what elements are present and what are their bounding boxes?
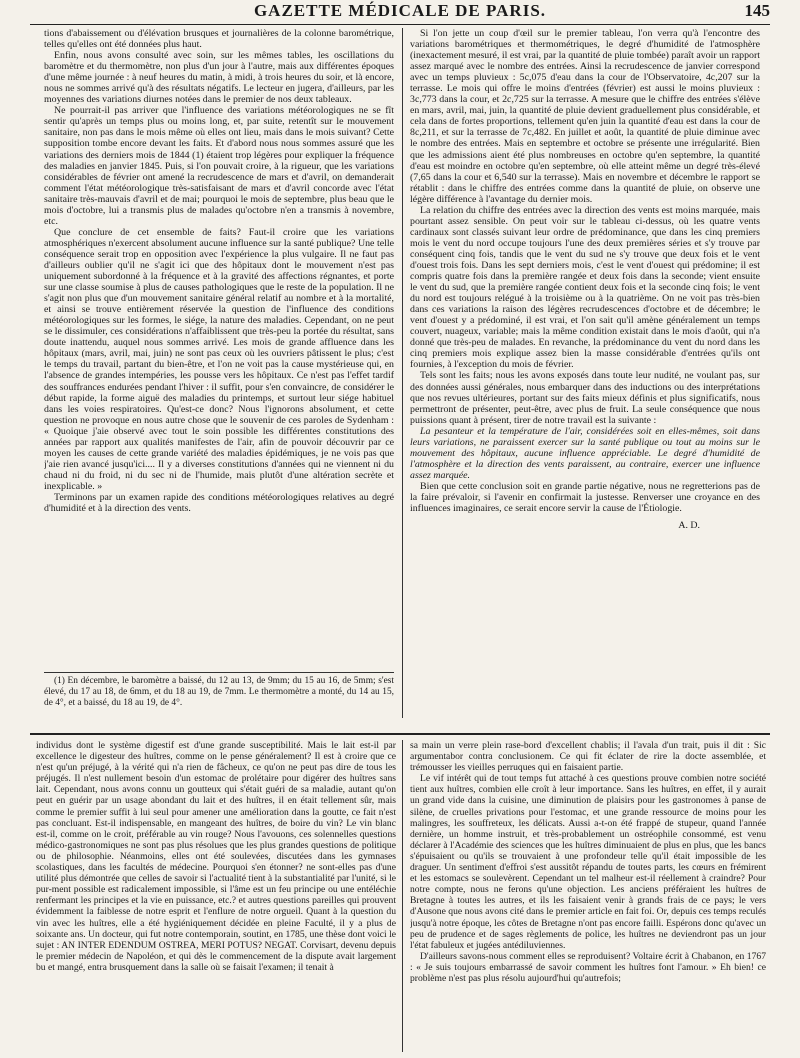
footnote [44,676,394,736]
paragraph: Terminons par un examen rapide des conditions météorologiques relatives au degré d'humidité et à la direction des vents. [44,491,394,515]
feuilleton-column-right [410,740,766,1054]
footnote-text: (1) En décembre, le baromètre a baissé, du 12 au 13, de 9mm; du 15 au 16, de 5mm; s'est élevé, du 17 au 18, de 6mm, et du 18 au 19, de 7mm. Le thermomètre a monté, du 14 au 15, de 4°, et a baissé, du 18 au 19, de 4°. [44,676,394,708]
page-number: 145 [744,1,770,20]
column-divider-upper [402,28,403,718]
article-column-upper-left [44,28,394,668]
paragraph: individus dont le système digestif est d'une grande susceptibilité. Mais le lait est-il par excellence le digesteur des huîtres, comme on le pense généralement? Il est à croire que ce n'est qu'un préjugé, à la vérité qui n'a rien de fâcheux, ce qu'on ne peut pas dire de tous les préjugés. Il n'est nullement besoin d'un estomac de prolétaire pour digérer des huîtres sans lait. Cependant, nous avons connu un goutteux qui s'était guéri de sa maladie, autant qu'on peut en guérir par un usage abondant du lait et des huîtres, il en était tellement sûr, mais comme le premier suffit à lui seul pour amener une amélioration dans la goutte, ce fait n'est pas concluant. Est-il indispensable, en mangeant des huîtres, de boire du vin? Le vin blanc est-il, comme on le croit, préférable au vin rouge? Nous l'avouons, ces solennelles questions médico-gastronomiques ne sont pas plus résolues que les plus grandes questions de politique ou de philosophie. Néanmoins, elles ont été soulevées, discutées dans les gymnases scolastiques, dans les facultés de médecine. Pourquoi s'en étonner? ne sont-elles pas d'une utilité plus démontrée que celles de savoir si l'actualité tient à la substantialité par l'unité, si le pur-ment possible est radicalement impossible, si l'âme est un feu principe ou une entéléchie renfermant les principes et la vie en puissance, etc.? et autres questions pareilles qui prouvent évidemment la faiblesse de notre esprit et l'enflure de notre orgueil. Quant à la question du vin avec les huîtres, elle a été hygiéniquement décidée en pleine Faculté, il y a plus de soixante ans. Un docteur, qui fut notre contemporain, soutint, en 1785, une thèse dont voici le sujet : AN INTER EDENDUM OSTREA, MERI POTUS? NEGAT. Corvisart, devenu depuis le premier médecin de Napoléon, et qui dès le commencement de la dispute avait largement bu et mangé, entra brusquement dans la salle où se faisait l'examen; il tenait à [36,740,396,973]
paragraph: Ne pourrait-il pas arriver que l'influence des variations météorologiques ne se fît sentir qu'après un temps plus ou moins long, et, par suite, retentît sur le mouvement sanitaire, non pas dans le mois même où elles ont lieu, mais dans le mois suivant? Cette supposition tombe encore devant les faits. Et d'abord nous nous sommes assuré que les variations des derniers mois de 1844 (1) étaient trop légères pour expliquer la fréquence des maladies en janvier 1845. Puis, si l'on pouvait croire, à la rigueur, que les variations considérables de février ont amené la recrudescence de mars et d'avril, on demanderait comment l'état météorologique très-satisfaisant de mars et d'avril concorde avec l'état sanitaire très-mauvais d'avril et de mai; pourquoi le mois de septembre, plus beau que le mois d'octobre, lui a transmis plus de malades qu'octobre n'en a transmis à novembre, etc. [44,105,394,227]
paragraph: Bien que cette conclusion soit en grande partie négative, nous ne regretterions pas de la faire prévaloir, si l'avenir en confirmait la justesse. Renverser une croyance en des influences imaginaires, ce serait encore servir la cause de l'Étiologie. [410,480,760,515]
footnote-divider [44,672,394,673]
paragraph: Enfin, nous avons consulté avec soin, sur les mêmes tables, les oscillations du baromètre et du thermomètre, non plus d'un jour à l'autre, mais aux différentes époques d'une même journée : à neuf heures du matin, à midi, à trois heures du soir, et là encore, nous ne sommes arrivé qu'à des résultats négatifs. Le lecteur en jugera, d'ailleurs, par les moyennes des variations diurnes notées dans le premier de nos deux tableaux. [44,50,394,106]
paragraph: tions d'abaissement ou d'élévation brusques et journalières de la colonne barométrique, telles qu'elles ont été données plus haut. [44,28,394,51]
paragraph: Que conclure de cet ensemble de faits? Faut-il croire que les variations atmosphériques n'exercent absolument aucune influence sur la santé publique? Une telle conséquence serait trop en opposition avec l'expérience la plus vulgaire. Il ne faut pas d'ailleurs oublier qu'il ne s'agit ici que des hôpitaux dont le mouvement n'est pas uniquement subordonné à la fréquence et à la gravité des affections régnantes, et porte sur une classe soumise à plus de causes pathologiques que le reste de la population. Il ne s'agit non plus que d'un mouvement sanitaire général relatif au nombre et à la mortalité, et ainsi se trouve entièrement réservée la question de l'influence des conditions météorologiques sur les formes, le siége, la nature des maladies. Cependant, on ne peut se le dissimuler, ces considérations n'affaiblissent que très-peu la portée du résultat, sans doute inattendu, auquel nous sommes arrivé. Les mois de grande affluence dans les hôpitaux (mars, avril, mai, juin) ne sont pas ceux où les ouvriers pâtissent le plus; c'est le temps du travail, partant du bien-être, et l'on ne voit pas la cause mystérieuse qui, en l'absence de grandes intempéries, les pousse vers les hôpitaux. Ce n'est pas l'effet tardif des souffrances endurées pendant l'hiver : il suffit, pour s'en convaincre, de considérer le début rapide, la forme aiguë des maladies du printemps, et surtout leur siége habituel dans les voies respiratoires. Qu'est-ce donc? Nous l'ignorons absolument, et cette question ne provoque en nous autre chose que le souvenir de ces paroles de Sydenham : « Quoique j'aie observé avec tout le soin possible les différentes constitutions des années par rapport aux qualités manifestes de l'air, afin de pouvoir découvrir par ce moyen les causes de cette grande variété des maladies épidémiques, je ne vois pas que j'aie rien avancé jusqu'ici.... Il y a diverses constitutions d'années qui ne viennent ni du chaud ni du froid, ni du sec ni de l'humide, mais plutôt d'une altération secrète et inexplicable. » [44,226,394,492]
paragraph: sa main un verre plein rase-bord d'excellent chablis; il l'avala d'un trait, puis il dit : Sic argumentabor contra conclusionem. Ce qui fit éclater de rire la docte assemblée, et trémousser les vieilles perruques qui en faisaient partie. [410,740,766,774]
paragraph: Si l'on jette un coup d'œil sur le premier tableau, l'on verra qu'à l'encontre des variations barométriques et thermométriques, le degré d'humidité de l'atmosphère (inexactement mesuré, il est vrai, par la quantité de pluie tombée) paraît avoir un rapport assez marqué avec le nombre des entrées. Ainsi la recrudescence de janvier correspond avec un temps pluvieux : 5c,075 d'eau dans la cour de l'Observatoire, 4c,207 sur la terrasse. Le mois qui offre le moins d'entrées (février) est aussi le moins pluvieux : 3c,773 dans la cour, et 2c,725 sur la terrasse. A mesure que le chiffre des entrées s'élève en mars, avril, mai, juin, la quantité de pluie devient graduellement plus considérable, et cela dans de fortes proportions, tellement qu'en juin la quantité d'eau est dans la cour de 8c,211, et sur la terrasse de 7c,482. En juillet et août, la quantité de pluie diminue avec le nombre des entrées. Mais en septembre et octobre se présente une irrégularité. Bien que les admissions aient été plus nombreuses en octobre qu'en septembre, la quantité d'eau est moindre en octobre qu'en septembre, où elle atteint même un degré très-élevé (7,65 dans la cour et 6,540 sur la terrasse). Mais en novembre et décembre le rapport se rétablit : dans le chiffre des entrées comme dans la quantité de pluie, on observe une légère différence à l'avantage du dernier mois. [410,28,760,205]
paragraph: D'ailleurs savons-nous comment elles se reproduisent? Voltaire écrit à Chabanon, en 1767 : « Je suis toujours embarrassé de savoir comment les huîtres font l'amour. » Eh bien! ce problème n'est pas plus résolu aujourd'hui qu'autrefois; [410,950,766,984]
masthead [30,0,770,25]
journal-title: GAZETTE MÉDICALE DE PARIS. [253,1,547,20]
paragraph: Le vif intérêt qui de tout temps fut attaché à ces questions prouve combien notre société tient aux huîtres, combien elle croît à leur importance. Sans les huîtres, en effet, il y aurait un grand vide dans la cuisine, une diminution de plaisirs pour les gastronomes à panse de silène, de cruelles privations pour l'estomac, et une grande ressource de moins pour les malingres, les souffreteux, les délicats. Aussi a-t-on été frappé de stupeur, quand l'année dernière, un homme instruit, et très-probablement un ostréophile consommé, est venu déclarer à l'Académie des sciences que les huîtres diminuaient de plus en plus, que les bancs s'épuisaient ou qu'ils se trouvaient à une profondeur telle qu'il était impossible de les draguer. Un sentiment d'effroi s'est aussitôt répandu de toutes parts, les cœurs en frémirent et les estomacs se soulevèrent. Cependant un tel malheur est-il réellement à craindre? Pour notre compte, nous ne ferons qu'une objection. Les anciens préféraient les huîtres de Bretagne à toutes les autres, et ils les faisaient venir à grands frais de ce pays; le vers d'Ausone que nous avons cité dans le premier article en fait foi. Or, depuis ces temps reculés jusqu'à notre époque, les côtes de Bretagne n'ont pas encore failli. Espérons donc qu'avec un peu de prudence et de sages règlements de police, les huîtres ne deviendront pas un jour l'état fabuleux et jugées antédiluviennes. [410,773,766,951]
section-divider [30,733,770,735]
paragraph: Tels sont les faits; nous les avons exposés dans toute leur nudité, ne voulant pas, sur des données aussi générales, nous embarquer dans des inductions ou des interprétations que nos revues ultérieures, portant sur des faits mieux définis et plus significatifs, nous permettront de présenter, peut-être, avec plus de fruit. La seule conséquence que nous puissions quant à présent, tirer de notre travail est la suivante : [410,370,760,426]
column-divider-lower [402,740,403,1052]
author-signature: A. D. [678,520,700,532]
article-column-upper-right [410,28,760,722]
conclusion-paragraph: La pesanteur et la température de l'air, considérées soit en elles-mêmes, soit dans leurs variations, ne paraissent exercer sur la santé publique ou tout au moins sur le mouvement des hôpitaux, aucune influence appréciable. Le degré d'humidité de l'atmosphère et la direction des vents paraissent, au contraire, exercer une influence assez marquée. [410,425,760,481]
feuilleton-column-left [36,740,396,1054]
paragraph: La relation du chiffre des entrées avec la direction des vents est moins marquée, mais pourtant assez sensible. On peut voir sur le tableau ci-dessus, où les quatre vents cardinaux sont classés suivant leur ordre de prédominance, que dans les cinq premiers mois le vent du nord occupe toujours l'une des deux premières séries et s'y trouve par conséquent cinq fois, tandis que le vent du sud ne s'y trouve que deux fois et le vent d'ouest trois fois. Dans les sept derniers mois, c'est le vent d'ouest qui prédomine; il est compris quatre fois dans la première rangée et deux fois dans la seconde; vient ensuite le vent du sud, que la première rangée contient deux fois et la seconde cinq fois; le vent du nord est toujours relégué à la troisième ou à la quatrième. On ne voit pas très-bien dans ces variations la raison des légères recrudescences d'octobre et de décembre; le vent d'ouest y a prédominé, il est vrai, et l'on sait qu'il amène généralement un temps couvert, nuageux, variable; mais la même condition existait dans le mois d'août, qui n'a donné que très-peu de malades. En revanche, la prédominance du vent du nord dans les cinq premiers mois explique assez bien la masse considérable d'entrées qu'ils ont fournies, à l'exception du mois de février. [410,204,760,371]
